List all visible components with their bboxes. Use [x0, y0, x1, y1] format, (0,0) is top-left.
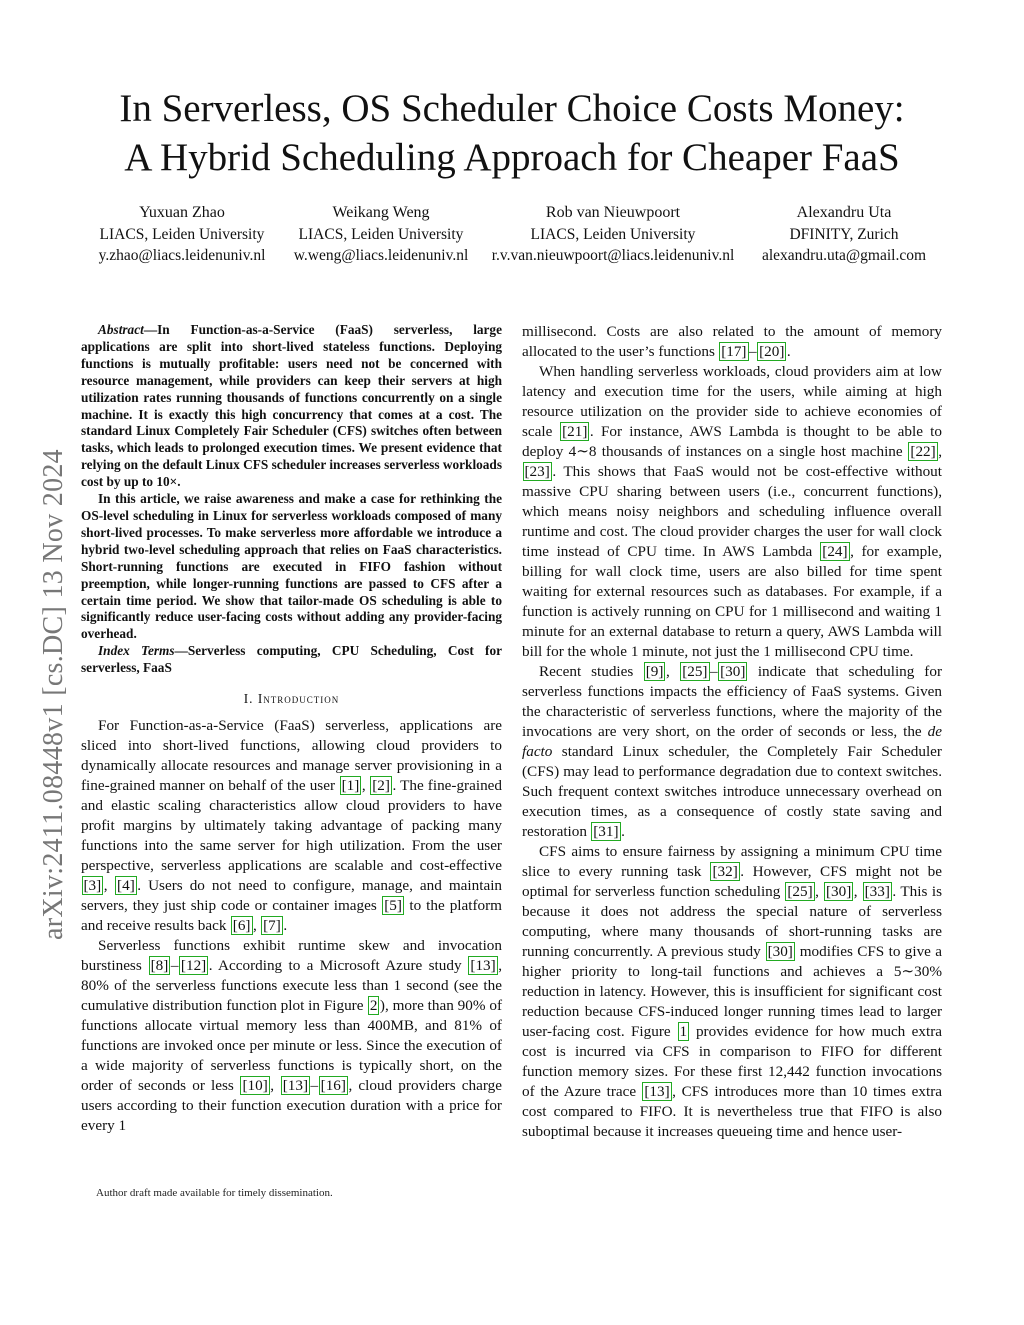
text-segment: – — [310, 1077, 319, 1095]
left-column — [81, 322, 502, 1136]
text-segment: When handling serverless workloads, cloud providers aim at low latency and execution time for the users, while aiming at high resource utilization on the provider side to achieve economies of scale — [522, 363, 942, 440]
abstract-label: Abstract — [98, 322, 144, 337]
figure-link[interactable]: 1 — [679, 1023, 688, 1040]
text-segment: . However, CFS might not be optimal for serverless function scheduling — [522, 863, 942, 900]
section-number: I. — [243, 691, 254, 707]
text-segment: . The fine-grained and elastic scaling characteristics allow cloud providers to have profit margins by ultimately taking advantage of packing many functions into the same server for high utilization. From the user perspective, serverless applications are scalable and cost-effective — [81, 777, 502, 875]
author-name: Weikang Weng — [332, 204, 430, 221]
citation-link[interactable]: [17] — [721, 343, 747, 360]
text-segment: – — [749, 343, 757, 360]
figure-link[interactable]: 2 — [369, 997, 378, 1015]
abstract-paragraph-1: —In Function-as-a-Service (FaaS) serverless, large applications are split into short-lived stateless functions. Deploying functions is mutually profitable: users need not be concerned with resource management, while providers can keep their servers at high utilization rates running thousands of functions concurrently on a single machine. It is exactly this high concurrency that comes at a cost. The standard Linux Completely Fair Scheduler (CFS) switches often between tasks, which leads to prolonged execution times. We present evidence that relying on the default Linux CFS scheduler increases serverless workloads cost by up to 10×. — [81, 322, 502, 490]
text-segment: de facto — [522, 723, 942, 760]
author-email[interactable]: y.zhao@liacs.leidenuniv.nl — [98, 247, 266, 264]
author-affiliation: DFINITY, Zurich — [789, 225, 899, 243]
citation-link[interactable]: [13] — [470, 957, 496, 975]
citation-link[interactable]: [3] — [83, 877, 102, 895]
text-segment: – — [710, 663, 718, 680]
citation-link[interactable]: [25] — [682, 663, 708, 680]
section-heading — [81, 691, 502, 707]
text-segment: , — [103, 877, 115, 895]
section-title: Introduction — [257, 691, 340, 707]
text-segment: to the platform and receive results back — [81, 897, 502, 935]
citation-link[interactable]: [13] — [644, 1083, 670, 1100]
author-block — [0, 202, 1024, 272]
citation-link[interactable]: [16] — [320, 1077, 346, 1095]
text-segment: , — [270, 1077, 281, 1095]
author-affiliation: LIACS, Leiden University — [99, 225, 265, 243]
citation-link[interactable]: [25] — [787, 883, 813, 900]
footnote: Author draft made available for timely dissemination. — [96, 1187, 333, 1199]
title-line-2: A Hybrid Scheduling Approach for Cheaper FaaS — [124, 136, 900, 179]
author-email[interactable]: alexandru.uta@gmail.com — [761, 247, 927, 264]
text-segment: millisecond. Costs are also related to the amount of memory allocated to the user’s functions — [522, 323, 942, 360]
author-name: Yuxuan Zhao — [139, 204, 225, 221]
citation-link[interactable]: [8] — [150, 957, 169, 975]
citation-link[interactable]: [30] — [720, 663, 746, 680]
right-column — [522, 322, 942, 1142]
text-segment: provides evidence for how much extra cost is incurred via CFS in comparison to FIFO for different function memory sizes. For these first 12,442 function invocations of the Azure trace — [522, 1023, 942, 1100]
text-segment: . According to a Microsoft Azure study — [208, 957, 468, 975]
text-segment: , — [665, 663, 680, 680]
abstract-paragraph-2: In this article, we raise awareness and make a case for rethinking the OS-level scheduling in Linux for serverless workloads composed of many short-lived processes. To make serverless more affordable we introduce a hybrid two-level scheduling approach that relies on FaaS characteristics. Short-running functions are executed in FIFO fashion without preemption, while longer-running functions are passed to CFS after a certain time period. We show that tailor-made OS scheduling is able to significantly reduce user-facing costs without adding any provider-facing overhead. — [81, 491, 502, 642]
text-segment: , — [938, 443, 942, 460]
citation-link[interactable]: [13] — [282, 1077, 309, 1095]
text-segment: . This is because it does not address the special nature of serverless computing, where many thousands of short-running tasks are running concurrently. A previous study — [522, 883, 943, 960]
citation-link[interactable]: [23] — [524, 463, 550, 480]
title-line-1: In Serverless, OS Scheduler Choice Costs Money: — [119, 87, 905, 130]
author-1 — [82, 202, 282, 267]
author-email[interactable]: r.v.van.nieuwpoort@liacs.leidenuniv.nl — [491, 247, 735, 264]
intro-paragraph-4 — [522, 662, 942, 842]
text-segment: , for example, billing for wall clock time, users are also billed for time spent waiting for external resources such as databases. For example, if a function is actively running on CPU for 1 millisecond and waiting 1 minute for an external database to return a query, AWS Lambda will bill for the whole 1 minute, not just the 1 millisecond CPU time. — [522, 543, 942, 660]
arxiv-identifier: arXiv:2411.08448v1 [cs.DC] 13 Nov 2024 — [38, 449, 69, 940]
text-segment: – — [170, 957, 179, 975]
text-segment: , cloud providers charge users according to their function execution duration with a price for every 1 — [81, 1077, 502, 1135]
citation-link[interactable]: [21] — [562, 423, 588, 440]
author-email[interactable]: w.weng@liacs.leidenuniv.nl — [293, 247, 469, 264]
citation-link[interactable]: [22] — [910, 443, 936, 460]
text-segment: , 80% of the serverless functions execute less than 1 second (see the cumulative distribution function plot in Figure — [81, 957, 503, 1015]
intro-paragraph-1 — [81, 716, 502, 936]
citation-link[interactable]: [2] — [372, 777, 390, 795]
author-3 — [482, 202, 744, 267]
citation-link[interactable]: [30] — [767, 943, 793, 960]
citation-link[interactable]: [31] — [593, 823, 619, 840]
text-segment: CFS aims to ensure fairness by assigning a minimum CPU time slice to every running task — [522, 843, 942, 880]
text-segment: , — [361, 777, 370, 795]
intro-paragraph-5 — [522, 842, 942, 1142]
text-segment: . This shows that FaaS would not be cost-effective without massive CPU sharing between users (i.e., concurrent functions), which means noisy neighbors and scheduling influence overall runtime and cost. The cloud provider charges the user for wall clock time instead of CPU time. In AWS Lambda — [522, 463, 942, 560]
text-segment: For Function-as-a-Service (FaaS) serverless, applications are sliced into short-lived functions, allowing cloud providers to dynamically allocate resources and manage server provisioning in a fine-grained manner on behalf of the user — [81, 717, 502, 795]
text-segment: standard Linux scheduler, the Completely Fair Scheduler (CFS) may lead to performance degradation due to context switches. Such frequent context switches introduce unnecessary overhead on execution times, as a consequence of costly state saving and restoration — [522, 743, 942, 840]
author-name: Alexandru Uta — [796, 204, 892, 221]
text-segment: Serverless functions exhibit runtime skew and invocation burstiness — [81, 937, 502, 975]
citation-link[interactable]: [33] — [864, 883, 890, 900]
abstract — [81, 322, 502, 677]
paper-title — [60, 84, 964, 182]
intro-paragraph-2-continued — [522, 322, 942, 362]
citation-link[interactable]: [10] — [242, 1077, 268, 1095]
citation-link[interactable]: [30] — [825, 883, 852, 900]
citation-link[interactable]: [1] — [341, 777, 360, 795]
intro-paragraph-2 — [81, 936, 502, 1136]
citation-link[interactable]: [5] — [384, 897, 402, 915]
index-terms-label: Index Terms — [98, 643, 175, 659]
text-segment: , — [815, 883, 824, 900]
intro-paragraph-3 — [522, 362, 942, 662]
text-segment: , CFS introduces more than 10 times extra cost compared to FIFO. It is nevertheless true that FIFO is also suboptimal because it increases queueing time and hence user- — [522, 1083, 943, 1140]
author-2 — [283, 202, 479, 267]
text-segment: , — [853, 883, 863, 900]
citation-link[interactable]: [7] — [263, 917, 281, 935]
author-4 — [754, 202, 934, 267]
text-segment: . — [621, 823, 625, 840]
author-affiliation: LIACS, Leiden University — [530, 225, 696, 243]
citation-link[interactable]: [12] — [180, 957, 207, 975]
author-name: Rob van Nieuwpoort — [545, 204, 681, 221]
text-segment: . — [786, 343, 791, 360]
citation-link[interactable]: [20] — [759, 343, 785, 360]
text-segment: . Users do not need to configure, manage, and maintain servers, they just ship code or container images — [81, 877, 503, 915]
citation-link[interactable]: [24] — [822, 543, 848, 560]
text-segment: . For instance, AWS Lambda is thought to be able to deploy 4∼8 thousands of instances on a single host machine — [522, 423, 942, 460]
author-affiliation: LIACS, Leiden University — [298, 225, 464, 243]
text-segment: Recent studies — [539, 663, 644, 680]
citation-link[interactable]: [6] — [232, 917, 251, 935]
citation-link[interactable]: [4] — [117, 877, 135, 895]
index-terms: —Serverless computing, CPU Scheduling, Cost for serverless, FaaS — [81, 643, 502, 676]
citation-link[interactable]: [32] — [712, 863, 738, 880]
text-segment: , — [253, 917, 261, 935]
text-segment: indicate that scheduling for serverless functions impacts the efficiency of FaaS systems. Given the characteristic of serverless functions, where the majority of the invocations are very short, on the order of seconds or less, the — [522, 663, 942, 740]
text-segment: . — [283, 917, 288, 935]
text-segment: modifies CFS to give a higher priority to long-tail functions and achieves a 5∼30% reduction in latency. However, this is insufficient for significant cost reduction because CFS-induced longer running times lead to larger user-facing cost. Figure — [522, 943, 942, 1040]
text-segment: ), more than 90% of functions allocate virtual memory less than 400MB, and 81% of functions are invoked once per minute or less. Since the execution of a wide majority of serverless functions is typically short, on the order of seconds or less — [81, 997, 502, 1095]
citation-link[interactable]: [9] — [645, 663, 664, 680]
